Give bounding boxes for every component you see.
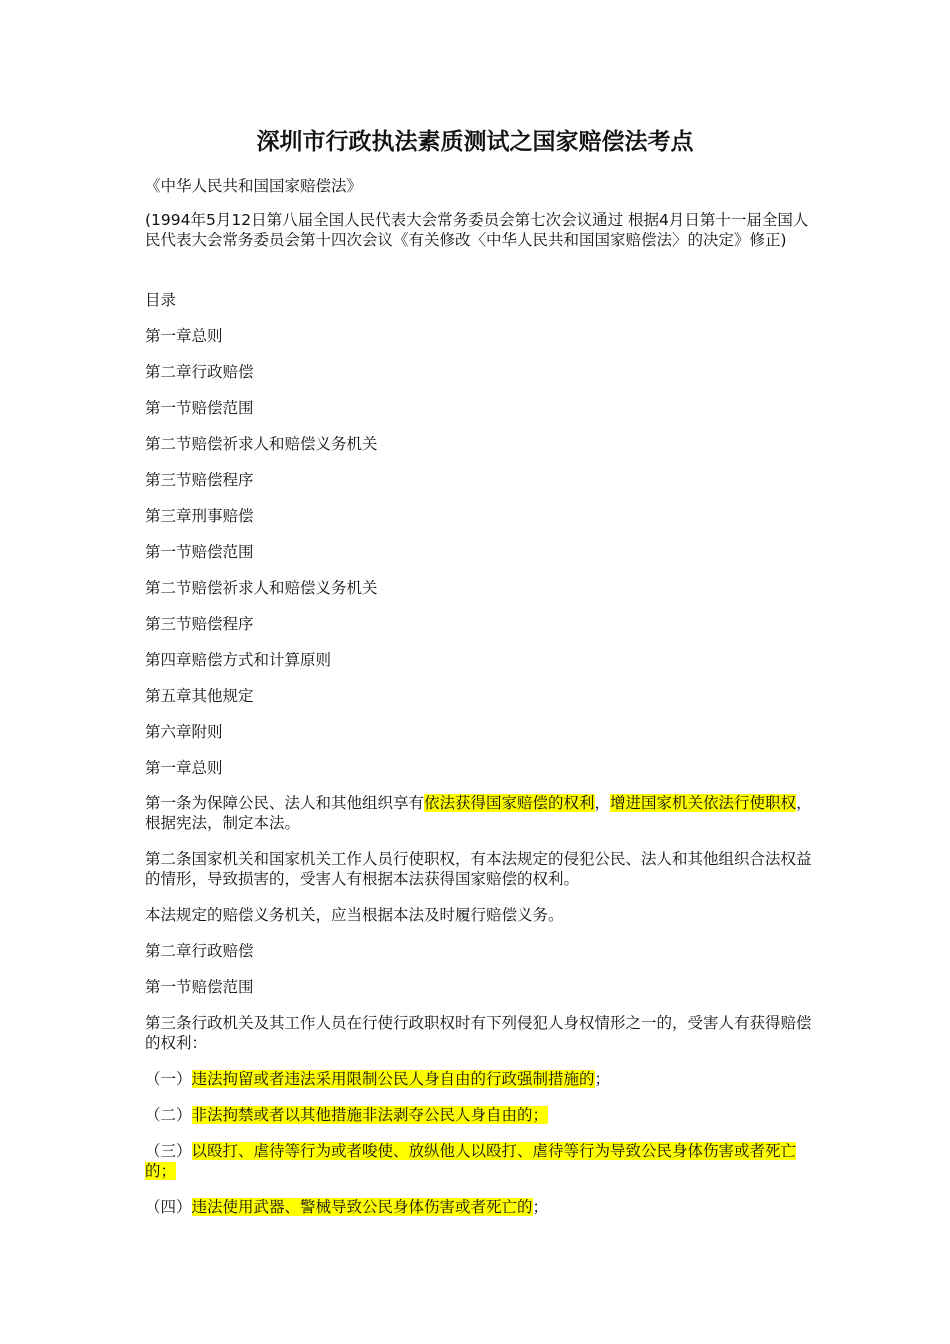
law-name: 《中华人民共和国国家赔偿法》	[145, 177, 363, 195]
toc-item: 第四章赔偿方式和计算原则	[145, 651, 332, 669]
article-2: 第二条国家机关和国家机关工作人员行使职权，有本法规定的侵犯公民、法人和其他组织合法权益的情形，导致损害的，受害人有根据本法获得国家赔偿的权利。	[145, 850, 812, 888]
list-item	[145, 1069, 815, 1089]
toc-item: 第三节赔偿程序	[145, 615, 254, 633]
toc-item: 第一节赔偿范围	[145, 543, 254, 561]
list-number: （三）	[145, 1142, 192, 1160]
list-number: （一）	[145, 1070, 192, 1088]
highlighted-text: 非法拘禁或者以其他措施非法剥夺公民人身自由的；	[191, 1106, 549, 1124]
toc-item: 第六章附则	[145, 723, 223, 741]
toc-heading: 目录	[145, 291, 177, 309]
article-3: 第三条行政机关及其工作人员在行使行政职权时有下列侵犯人身权情形之一的，受害人有获得赔偿的权利：	[145, 1014, 812, 1052]
section-heading: 第一节赔偿范围	[145, 978, 254, 996]
article-2-paragraph: 本法规定的赔偿义务机关，应当根据本法及时履行赔偿义务。	[145, 906, 564, 924]
list-number: （四）	[145, 1198, 192, 1216]
toc-item: 第五章其他规定	[145, 687, 254, 705]
list-tail: ；	[594, 1070, 611, 1088]
highlighted-text: 增进国家机关依法行使职权	[610, 794, 797, 812]
adoption-note: (1994年5月12日第八届全国人民代表大会常务委员会第七次会议通过 根据4月日第十一届全国人民代表大会常务委员会第十四次会议《有关修改〈中华人民共和国国家赔偿法〉的决定》修正)	[145, 211, 809, 249]
article-text: ，根据宪法，制定本法。	[145, 794, 812, 832]
list-number: （二）	[145, 1106, 192, 1124]
toc-item: 第二章行政赔偿	[145, 363, 254, 381]
chapter-heading: 第二章行政赔偿	[145, 942, 254, 960]
highlighted-text: 违法使用武器、警械导致公民身体伤害或者死亡的	[191, 1198, 533, 1216]
list-item	[145, 1197, 815, 1217]
highlighted-text: 违法拘留或者违法采用限制公民人身自由的行政强制措施的	[191, 1070, 595, 1088]
document-title: 深圳市行政执法素质测试之国家赔偿法考点	[256, 129, 694, 155]
toc-item: 第一节赔偿范围	[145, 399, 254, 417]
list-item	[145, 1105, 815, 1125]
toc-item: 第一章总则	[145, 327, 223, 345]
highlighted-text: 依法获得国家赔偿的权利	[424, 794, 595, 812]
article-text: ，	[594, 794, 611, 812]
article-text: 第一条为保障公民、法人和其他组织享有	[145, 794, 425, 812]
toc-item: 第二节赔偿祈求人和赔偿义务机关	[145, 435, 378, 453]
toc-item: 第三章刑事赔偿	[145, 507, 254, 525]
highlighted-text: 以殴打、虐待等行为或者唆使、放纵他人以殴打、虐待等行为导致公民身体伤害或者死亡的；	[145, 1142, 797, 1180]
list-tail: ；	[532, 1198, 549, 1216]
list-item	[145, 1141, 815, 1181]
article-1	[145, 793, 815, 833]
toc-item: 第二节赔偿祈求人和赔偿义务机关	[145, 579, 378, 597]
toc-item: 第三节赔偿程序	[145, 471, 254, 489]
chapter-heading: 第一章总则	[145, 759, 223, 777]
